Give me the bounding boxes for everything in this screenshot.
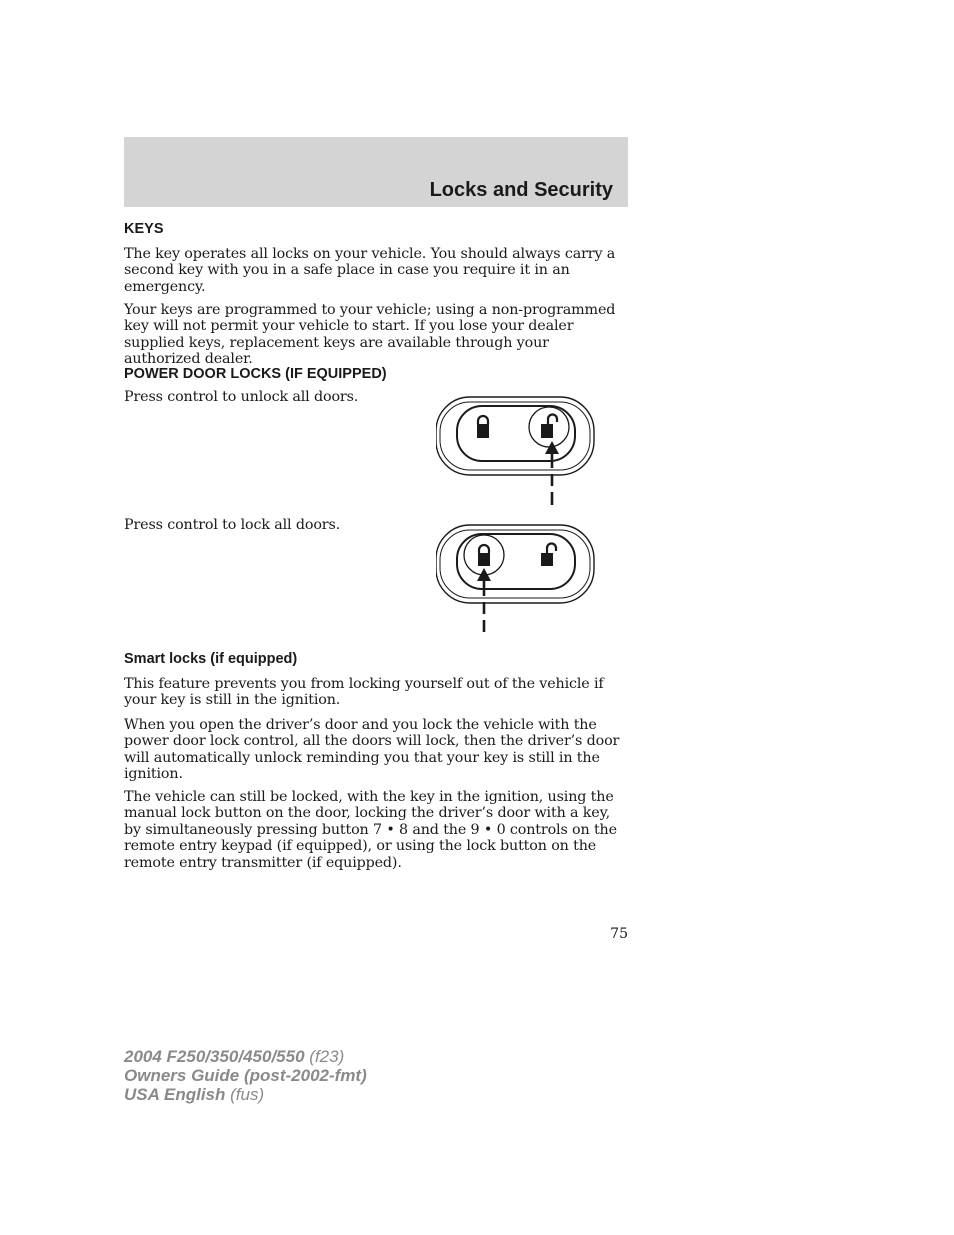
smart-locks-heading: Smart locks (if equipped) (124, 651, 298, 667)
footer-guide: Owners Guide (post-2002-fmt) (124, 1066, 367, 1085)
section-title: Locks and Security (429, 179, 613, 201)
door-lock-switch-lock-icon (436, 522, 596, 652)
keys-heading: KEYS (124, 221, 164, 237)
page-number: 75 (610, 926, 628, 942)
footer-language-code: (fus) (230, 1085, 265, 1104)
smart-locks-paragraph-1: This feature prevents you from locking yourself out of the vehicle if your key is still in the ignition. (124, 676, 604, 709)
footer-language: USA English (124, 1085, 226, 1104)
power-door-locks-heading: POWER DOOR LOCKS (IF EQUIPPED) (124, 366, 387, 382)
footer-model-code: (f23) (309, 1047, 345, 1066)
document-footer (124, 1047, 367, 1104)
lock-caption: Press control to lock all doors. (124, 517, 341, 533)
unlock-caption: Press control to unlock all doors. (124, 389, 359, 405)
keys-paragraph-1: The key operates all locks on your vehicle. You should always carry a second key with you in a safe place in case you require it in an emergency. (124, 246, 616, 295)
door-lock-switch-unlock-icon (436, 394, 596, 524)
footer-line-3 (124, 1085, 367, 1104)
footer-model: 2004 F250/350/450/550 (124, 1047, 305, 1066)
smart-locks-paragraph-2: When you open the driver’s door and you lock the vehicle with the power door lock control, all the doors will lock, then the driver’s door will automatically unlock reminding you that your key is still in the ignition. (124, 717, 620, 783)
footer-line-2 (124, 1066, 367, 1085)
keys-paragraph-2: Your keys are programmed to your vehicle; using a non-programmed key will not permit your vehicle to start. If you lose your dealer supplied keys, replacement keys are available through your authorized dealer. (124, 302, 616, 368)
section-header-band (124, 137, 628, 207)
smart-locks-paragraph-3: The vehicle can still be locked, with the key in the ignition, using the manual lock button on the door, locking the driver’s door with a key, by simultaneously pressing button 7 • 8 and the 9 • 0 controls on the remote entry keypad (if equipped), or using the lock button on the remote entry transmitter (if equipped). (124, 789, 617, 871)
footer-line-1 (124, 1047, 367, 1066)
